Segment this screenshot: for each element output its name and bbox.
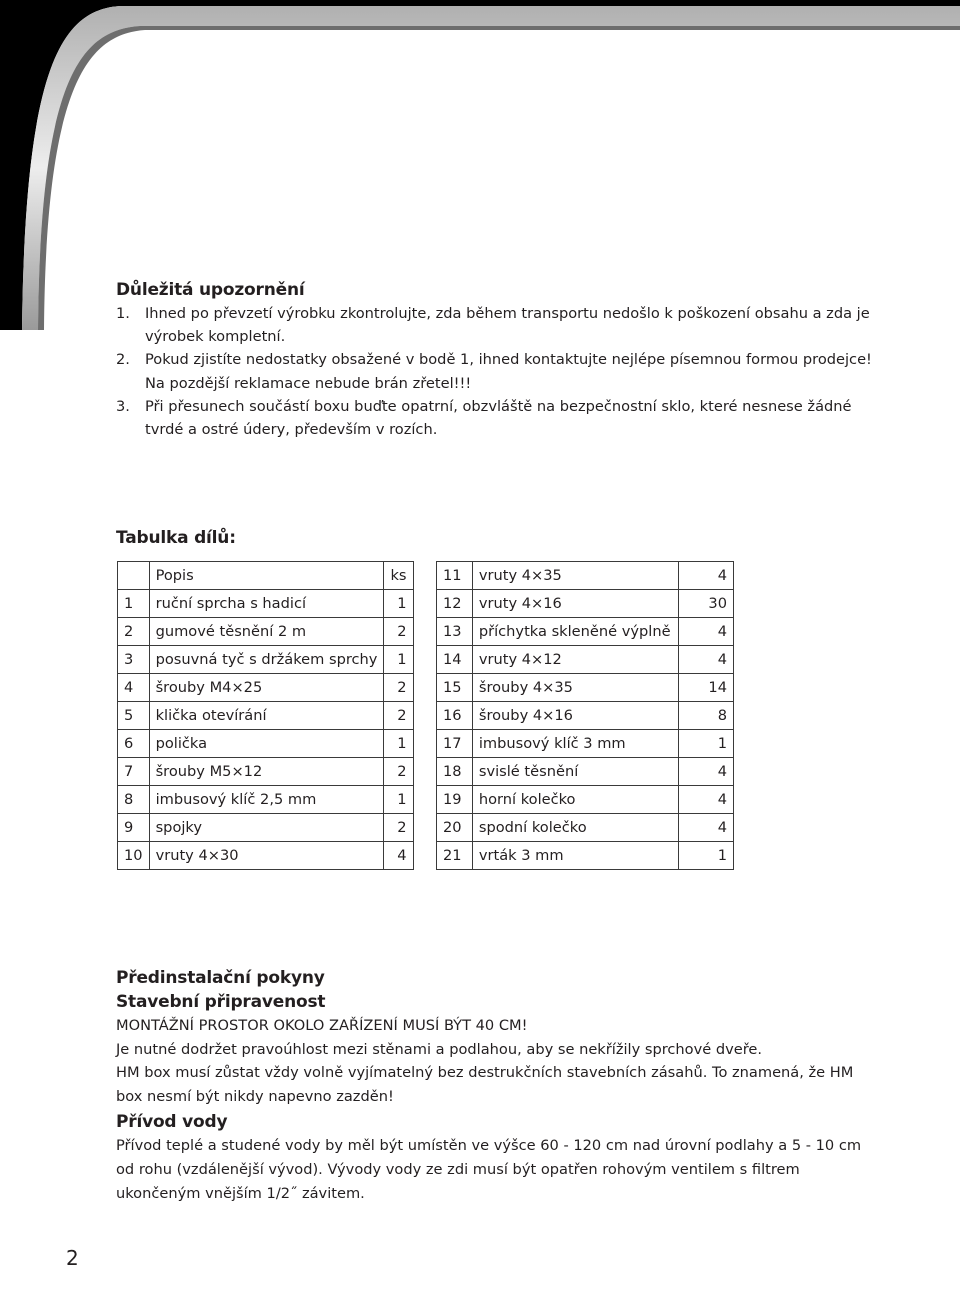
part-description: spojky <box>149 814 384 842</box>
page-number: 2 <box>66 1246 79 1270</box>
part-number: 4 <box>118 674 150 702</box>
part-quantity: 1 <box>678 842 733 870</box>
building-readiness-heading: Stavební připravenost <box>116 992 326 1012</box>
part-number: 18 <box>437 758 473 786</box>
perpendicularity-note: Je nutné dodržet pravoúhlost mezi stěnami a podlahou, aby se nekřížily sprchové dveře. <box>116 1040 763 1058</box>
part-quantity: 2 <box>384 618 413 646</box>
part-quantity: 2 <box>384 674 413 702</box>
water-supply-heading: Přívod vody <box>116 1112 228 1133</box>
header-num <box>118 562 150 590</box>
part-description: spodní kolečko <box>472 814 678 842</box>
part-number: 17 <box>437 730 473 758</box>
part-quantity: 2 <box>384 702 413 730</box>
table-row <box>437 646 734 674</box>
part-quantity: 1 <box>384 590 413 618</box>
warning-item: 1. Ihned po převzetí výrobku zkontrolujte, zda během transportu nedošlo k poškození obsahu a zda je výrobek kompletní. <box>116 305 870 346</box>
table-row <box>118 842 414 870</box>
table-row <box>118 702 414 730</box>
part-quantity: 4 <box>678 786 733 814</box>
part-description: vruty 4×35 <box>472 562 678 590</box>
part-description: vruty 4×12 <box>472 646 678 674</box>
part-quantity: 14 <box>678 674 733 702</box>
part-number: 12 <box>437 590 473 618</box>
part-description: šrouby 4×35 <box>472 674 678 702</box>
part-number: 3 <box>118 646 150 674</box>
part-quantity: 4 <box>384 842 413 870</box>
part-description: vruty 4×30 <box>149 842 384 870</box>
water-supply-text: Přívod teplé a studené vody by měl být umístěn ve výšce 60 - 120 cm nad úrovní podlahy a 5 - 10 cm od rohu (vzdálenější vývod). Vývody vody ze zdi musí být opatřen rohovým ventilem s filtrem ukončeným vnějším 1/2˝ závitem. <box>116 1137 862 1202</box>
part-description: klička otevírání <box>149 702 384 730</box>
table-row <box>437 618 734 646</box>
part-quantity: 4 <box>678 618 733 646</box>
part-description: imbusový klíč 3 mm <box>472 730 678 758</box>
part-description: šrouby M5×12 <box>149 758 384 786</box>
part-description: polička <box>149 730 384 758</box>
table-row <box>437 758 734 786</box>
part-number: 13 <box>437 618 473 646</box>
part-number: 1 <box>118 590 150 618</box>
table-header-row <box>118 562 414 590</box>
part-quantity: 4 <box>678 758 733 786</box>
table-row <box>437 702 734 730</box>
part-description: vruty 4×16 <box>472 590 678 618</box>
preinstall-heading: Předinstalační pokyny <box>116 968 325 988</box>
part-number: 15 <box>437 674 473 702</box>
part-number: 9 <box>118 814 150 842</box>
part-number: 21 <box>437 842 473 870</box>
part-description: gumové těsnění 2 m <box>149 618 384 646</box>
part-number: 2 <box>118 618 150 646</box>
part-number: 14 <box>437 646 473 674</box>
part-description: příchytka skleněné výplně <box>472 618 678 646</box>
header-desc: Popis <box>149 562 384 590</box>
part-description: posuvná tyč s držákem sprchy <box>149 646 384 674</box>
table-row <box>118 618 414 646</box>
part-number: 6 <box>118 730 150 758</box>
part-quantity: 30 <box>678 590 733 618</box>
part-number: 16 <box>437 702 473 730</box>
warning-item: 3. Při přesunech součástí boxu buďte opatrní, obzvláště na bezpečnostní sklo, které nesnese žádné tvrdé a ostré údery, především v rozích. <box>116 397 852 439</box>
preinstall-section <box>116 966 876 1205</box>
part-description: ruční sprcha s hadicí <box>149 590 384 618</box>
table-row <box>437 674 734 702</box>
warnings-section <box>116 278 876 441</box>
warning-item: 2. Pokud zjistíte nedostatky obsažené v bodě 1, ihned kontaktujte nejlépe písemnou formou prodejce! Na pozdější reklamace nebude brán zřetel!!! <box>116 351 872 392</box>
parts-table-right <box>436 561 734 870</box>
part-quantity: 8 <box>678 702 733 730</box>
table-row <box>118 814 414 842</box>
table-row <box>118 674 414 702</box>
part-quantity: 1 <box>678 730 733 758</box>
part-quantity: 2 <box>384 758 413 786</box>
part-quantity: 2 <box>384 814 413 842</box>
part-description: šrouby 4×16 <box>472 702 678 730</box>
part-number: 5 <box>118 702 150 730</box>
part-description: vrták 3 mm <box>472 842 678 870</box>
header-qty: ks <box>384 562 413 590</box>
space-requirement: MONTÁŽNÍ PROSTOR OKOLO ZAŘÍZENÍ MUSÍ BÝT 40 CM! <box>116 1017 528 1034</box>
table-row <box>437 814 734 842</box>
part-number: 7 <box>118 758 150 786</box>
parts-table-left <box>117 561 414 870</box>
part-description: šrouby M4×25 <box>149 674 384 702</box>
table-row <box>437 730 734 758</box>
part-number: 10 <box>118 842 150 870</box>
part-description: svislé těsnění <box>472 758 678 786</box>
warnings-list <box>116 302 876 441</box>
table-row <box>118 758 414 786</box>
removability-note: HM box musí zůstat vždy volně vyjímatelný bez destrukčních stavebních zásahů. To znamená, že HM box nesmí být nikdy napevno zazděn! <box>116 1064 854 1105</box>
part-quantity: 1 <box>384 730 413 758</box>
table-row <box>118 646 414 674</box>
table-row <box>118 730 414 758</box>
part-number: 19 <box>437 786 473 814</box>
part-number: 11 <box>437 562 473 590</box>
table-row <box>118 590 414 618</box>
table-row <box>437 590 734 618</box>
part-quantity: 4 <box>678 646 733 674</box>
table-row <box>437 786 734 814</box>
parts-heading: Tabulka dílů: <box>116 528 236 548</box>
warnings-heading: Důležitá upozornění <box>116 280 305 300</box>
part-quantity: 1 <box>384 786 413 814</box>
part-quantity: 4 <box>678 562 733 590</box>
part-quantity: 4 <box>678 814 733 842</box>
table-row <box>437 562 734 590</box>
part-quantity: 1 <box>384 646 413 674</box>
table-row <box>437 842 734 870</box>
part-description: imbusový klíč 2,5 mm <box>149 786 384 814</box>
table-row <box>118 786 414 814</box>
part-description: horní kolečko <box>472 786 678 814</box>
part-number: 8 <box>118 786 150 814</box>
part-number: 20 <box>437 814 473 842</box>
